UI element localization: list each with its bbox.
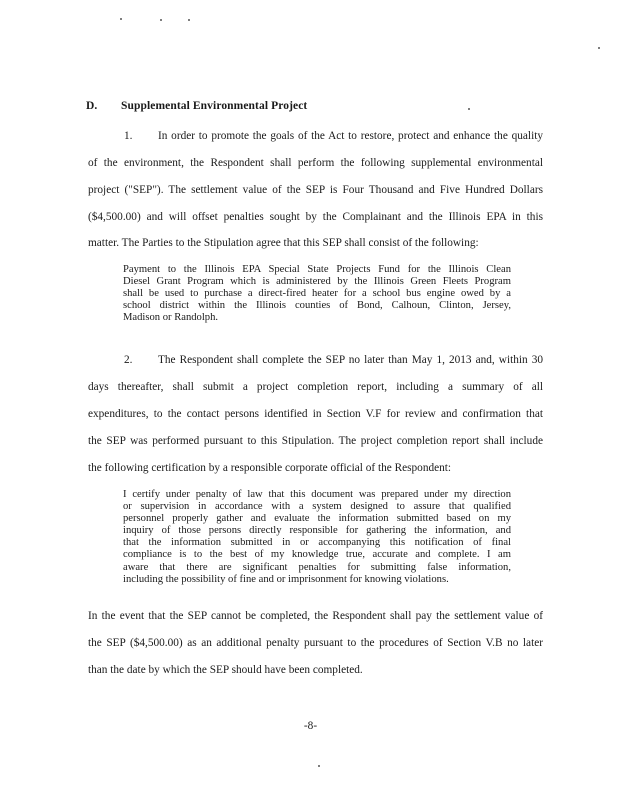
scan-speck — [120, 18, 122, 20]
paragraph-1-line: of the environment, the Respondent shall perform the following supplemental environmental — [88, 157, 543, 169]
block-line: personnel properly gather and evaluate the information submitted based on my — [123, 513, 511, 525]
block-line: Payment to the Illinois EPA Special State Projects Fund for the Illinois Clean — [123, 264, 511, 275]
paragraph-1-number: 1. — [124, 130, 133, 142]
page-number: -8- — [303, 720, 318, 732]
block-line: I certify under penalty of law that this document was prepared under my direction — [123, 489, 511, 500]
block-line: or supervision in accordance with a system designed to assure that qualified — [123, 501, 511, 513]
paragraph-2-number: 2. — [124, 354, 133, 366]
block-line: school district within the Illinois counties of Bond, Calhoun, Clinton, Jersey, — [123, 300, 511, 312]
block-line: inquiry of those persons directly responsible for gathering the information, and — [123, 525, 511, 537]
scan-speck — [188, 19, 190, 21]
paragraph-1-line: project ("SEP"). The settlement value of the SEP is Four Thousand and Five Hundred Dollars — [88, 184, 543, 196]
certification-block — [123, 489, 511, 586]
paragraph-1-text: In order to promote the goals of the Act to restore, protect and enhance the quality — [158, 130, 543, 142]
section-number: D. — [86, 100, 98, 112]
section-title: Supplemental Environmental Project — [121, 100, 308, 112]
block-line: aware that there are significant penalties for submitting false information, — [123, 561, 511, 573]
closing-line: In the event that the SEP cannot be completed, the Respondent shall pay the settlement value of — [88, 610, 543, 622]
sep-description-block — [123, 264, 511, 324]
paragraph-2-line: the SEP was performed pursuant to this Stipulation. The project completion report shall include — [88, 435, 543, 447]
scan-speck — [468, 108, 470, 110]
paragraph-2-text: The Respondent shall complete the SEP no later than May 1, 2013 and, within 30 — [158, 354, 543, 366]
block-line: that the information submitted in or accompanying this notification of final — [123, 537, 511, 549]
paragraph-2-line — [124, 353, 543, 367]
section-heading — [86, 100, 307, 112]
paragraph-2-line: days thereafter, shall submit a project completion report, including a summary of all — [88, 381, 543, 393]
scan-speck — [318, 765, 320, 767]
scan-speck — [598, 47, 600, 49]
paragraph-2-line: expenditures, to the contact persons identified in Section V.F for review and confirmation that — [88, 408, 543, 420]
paragraph-1-line: ($4,500.00) and will offset penalties sought by the Complainant and the Illinois EPA in this — [88, 211, 543, 223]
closing-line: the SEP ($4,500.00) as an additional penalty pursuant to the procedures of Section V.B no later — [88, 637, 543, 649]
paragraph-1-line: matter. The Parties to the Stipulation agree that this SEP shall consist of the following: — [88, 237, 479, 249]
scan-speck — [160, 19, 162, 21]
paragraph-2-line: the following certification by a responsible corporate official of the Respondent: — [88, 462, 452, 474]
block-line: shall be used to purchase a direct-fired heater for a school bus engine owed by a — [123, 288, 511, 300]
closing-line: than the date by which the SEP should have been completed. — [88, 664, 363, 676]
block-line: compliance is to the best of my knowledge true, accurate and complete. I am — [123, 549, 511, 561]
paragraph-1-line — [124, 129, 543, 143]
block-line: including the possibility of fine and or imprisonment for knowing violations. — [123, 573, 449, 585]
block-line: Madison or Randolph. — [123, 312, 219, 324]
block-line: Diesel Grant Program which is administered by the Illinois Green Fleets Program — [123, 276, 511, 288]
